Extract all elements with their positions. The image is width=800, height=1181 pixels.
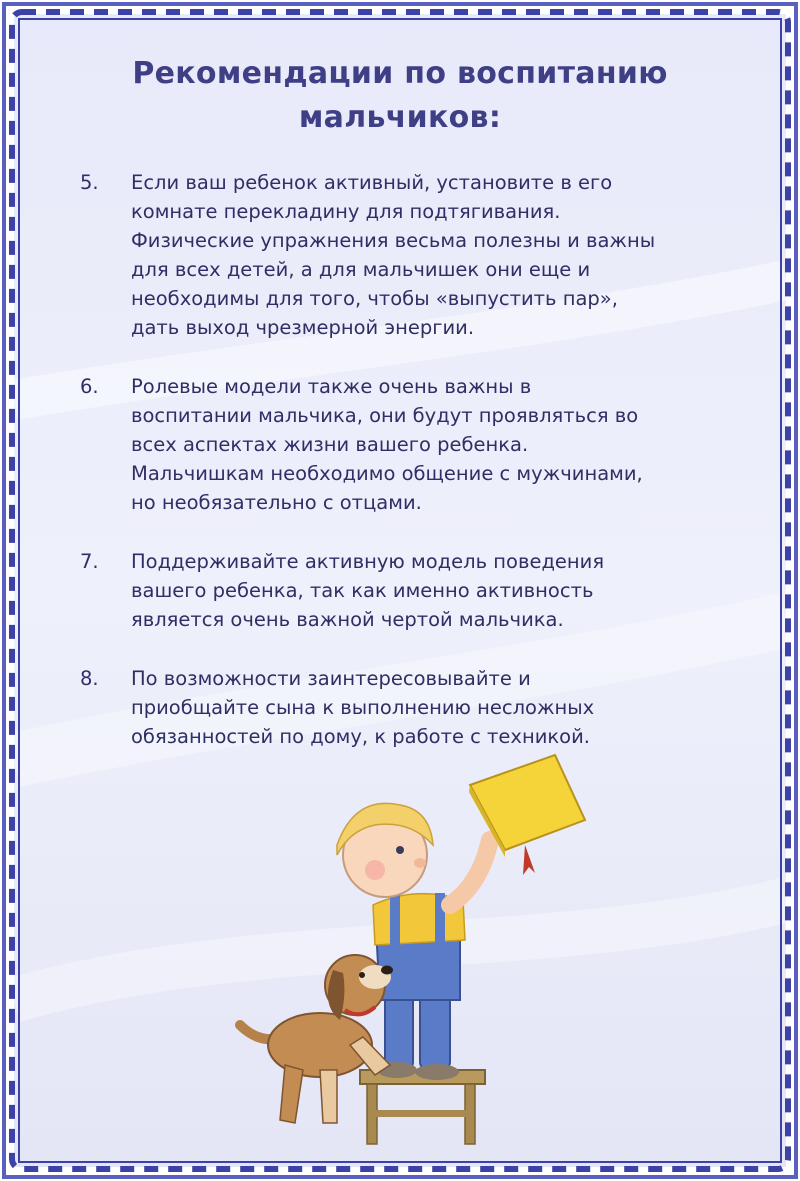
item-text: По возможности заинтересовывайте и приобщайте сына к выполнению несложных обязанностей по дому, к работе с техникой. <box>131 667 595 748</box>
title-line-2: мальчиков: <box>298 100 502 135</box>
item-text: Если ваш ребенок активный, установите в его комнате перекладину для подтягивания. Физические упражнения весьма полезны и важны для всех детей, а для мальчишек они еще и необходимы для того, чтобы «выпустить пар», дать выход чрезмерной энергии. <box>131 171 656 339</box>
stool-icon <box>360 1070 485 1144</box>
boy-with-book-and-puppy-illustration <box>225 745 595 1155</box>
item-number: 7. <box>80 550 99 573</box>
item-number: 5. <box>80 171 99 194</box>
list-item <box>80 664 740 751</box>
list-item <box>80 168 740 342</box>
item-text: Поддерживайте активную модель поведения вашего ребенка, так как именно активность является очень важной чертой мальчика. <box>131 550 605 631</box>
item-number: 8. <box>80 667 99 690</box>
recommendation-list <box>80 168 740 751</box>
item-number: 6. <box>80 375 99 398</box>
title-line-1: Рекомендации по воспитанию <box>132 56 668 91</box>
list-item <box>80 372 740 517</box>
list-item <box>80 547 740 634</box>
page-title <box>0 52 800 140</box>
item-text: Ролевые модели также очень важны в воспитании мальчика, они будут проявляться во всех аспектах жизни вашего ребенка. Мальчишкам необходимо общение с мужчинами, но необязательно с отцами. <box>131 375 643 514</box>
